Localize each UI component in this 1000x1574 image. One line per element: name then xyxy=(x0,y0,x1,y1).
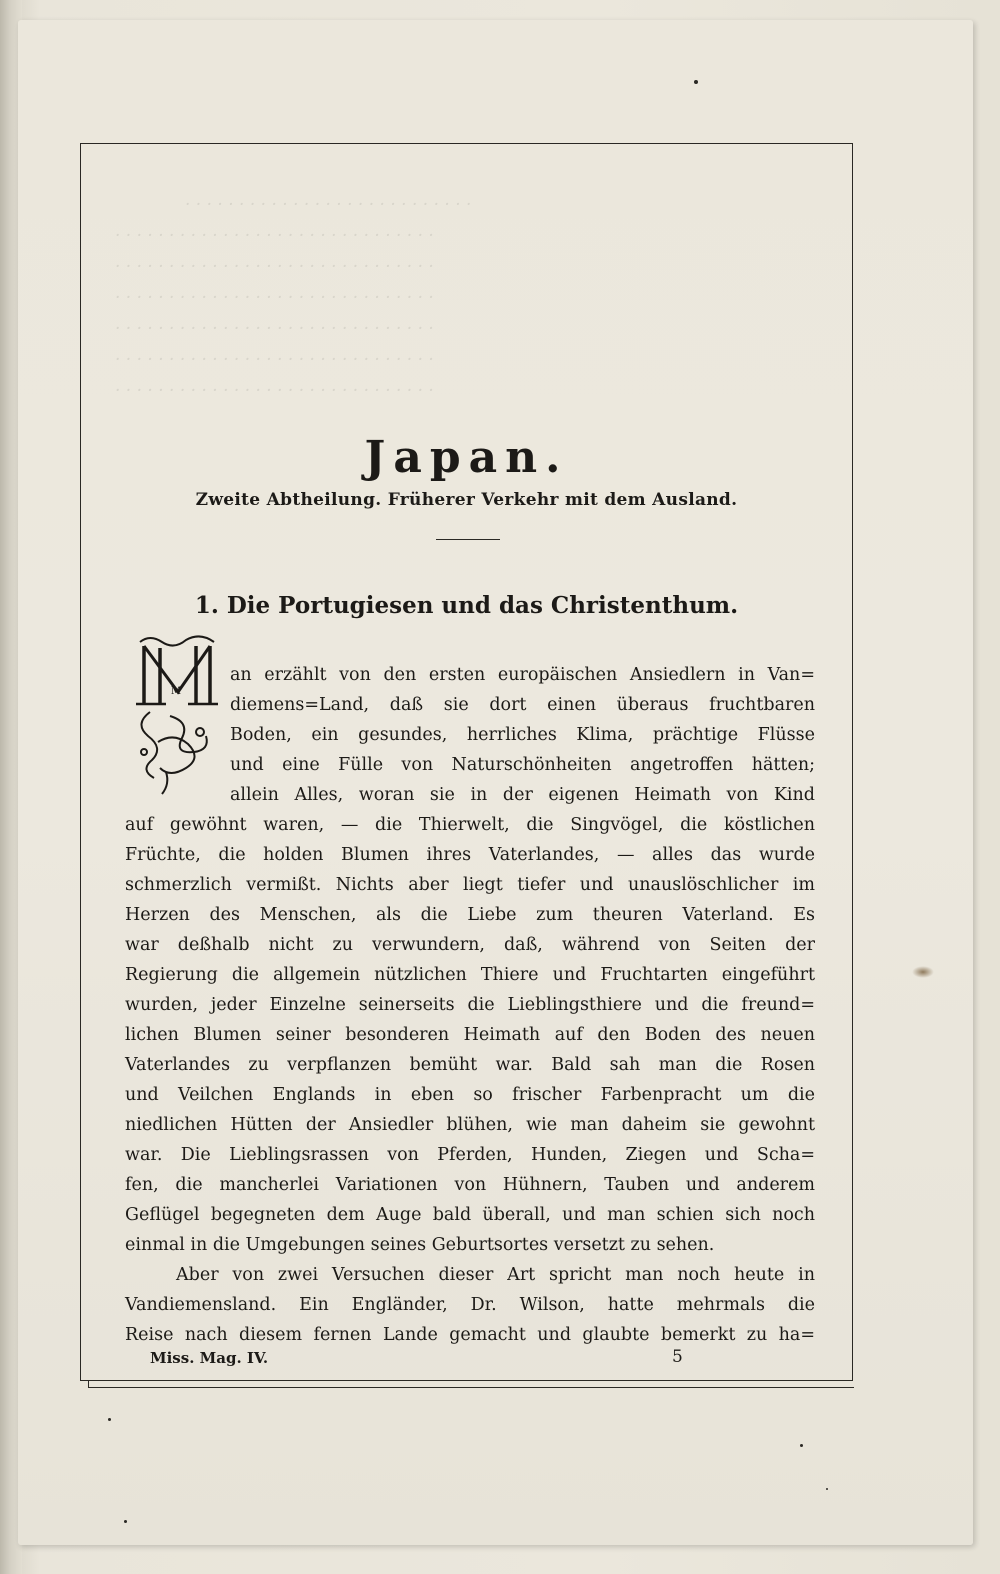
text-line: allein Alles, woran sie in der eigenen Heimath von Kind xyxy=(230,785,815,805)
ornamental-dropcap xyxy=(130,632,222,802)
paper-speck xyxy=(694,80,698,84)
text-line: niedlichen Hütten der Ansiedler blühen, wie man daheim sie gewohnt xyxy=(125,1115,815,1135)
show-through-text: · · · · · · · · · · · · · · · · · · · · · · · · · · · · · · · · · · · · · · · · · · · · · · · · · · · · · · · · · · · · · · · · · · · · · · · · · · · · · · · · · · · · · · · · · · · · · · · · · · · · · · · · · · · · · · · · · · · · · · · · · · · · · · · · · · · · · · · · · · · · · · · · · · · · · · · · · · · · · · · · · · · · · · · · · · · · · · · · · · · · · · · · · · · · · · · · · · · · · · · · · · · · · · · xyxy=(115,195,472,401)
text-line: Geflügel begegneten dem Auge bald überall, und man schien sich noch xyxy=(125,1205,815,1225)
text-line: diemens=Land, daß sie dort einen überaus fruchtbaren xyxy=(230,695,815,715)
paper-stain xyxy=(912,966,934,978)
text-line: Vandiemensland. Ein Engländer, Dr. Wilson, hatte mehrmals die xyxy=(125,1295,815,1315)
paper-speck xyxy=(826,1488,828,1490)
text-line: Vaterlandes zu verpflanzen bemüht war. Bald sah man die Rosen xyxy=(125,1055,815,1075)
dropcap-letter: M xyxy=(170,686,182,697)
page-subtitle: Zweite Abtheilung. Früherer Verkehr mit dem Ausland. xyxy=(195,490,738,510)
text-line: an erzählt von den ersten europäischen Ansiedlern in Van= xyxy=(230,665,815,685)
title-divider xyxy=(436,539,500,540)
text-line: lichen Blumen seiner besonderen Heimath auf den Boden des neuen xyxy=(125,1025,815,1045)
text-line: Boden, ein gesundes, herrliches Klima, prächtige Flüsse xyxy=(230,725,815,745)
text-line: Aber von zwei Versuchen dieser Art spricht man noch heute in xyxy=(176,1265,815,1285)
page-number: 5 xyxy=(672,1347,683,1367)
text-line: auf gewöhnt waren, — die Thierwelt, die Singvögel, die köstlichen xyxy=(125,815,815,835)
text-line: schmerzlich vermißt. Nichts aber liegt tiefer und unauslöschlicher im xyxy=(125,875,815,895)
page-border-shadow xyxy=(88,1380,854,1388)
paper-speck xyxy=(800,1444,803,1447)
text-line: wurden, jeder Einzelne seinerseits die Lieblingsthiere und die freund= xyxy=(125,995,815,1015)
text-line: und Veilchen Englands in eben so frischer Farbenpracht um die xyxy=(125,1085,815,1105)
text-line: fen, die mancherlei Variationen von Hühnern, Tauben und anderem xyxy=(125,1175,815,1195)
text-line: Reise nach diesem fernen Lande gemacht und glaubte bemerkt zu ha= xyxy=(125,1325,815,1345)
text-line: Früchte, die holden Blumen ihres Vaterlandes, — alles das wurde xyxy=(125,845,815,865)
paper-speck xyxy=(124,1520,127,1523)
signature-mark: Miss. Mag. IV. xyxy=(150,1349,269,1367)
text-line: Regierung die allgemein nützlichen Thiere und Fruchtarten eingeführt xyxy=(125,965,815,985)
text-line: war. Die Lieblingsrassen von Pferden, Hunden, Ziegen und Scha= xyxy=(125,1145,815,1165)
text-line: einmal in die Umgebungen seines Geburtsortes versetzt zu sehen. xyxy=(125,1235,715,1255)
text-line: und eine Fülle von Naturschönheiten angetroffen hätten; xyxy=(230,755,815,775)
paper-speck xyxy=(108,1418,111,1421)
section-heading: 1. Die Portugiesen und das Christenthum. xyxy=(194,592,739,619)
page-title: Japan. xyxy=(364,432,569,483)
text-line: war deßhalb nicht zu verwundern, daß, während von Seiten der xyxy=(125,935,815,955)
text-line: Herzen des Menschen, als die Liebe zum theuren Vaterland. Es xyxy=(125,905,815,925)
